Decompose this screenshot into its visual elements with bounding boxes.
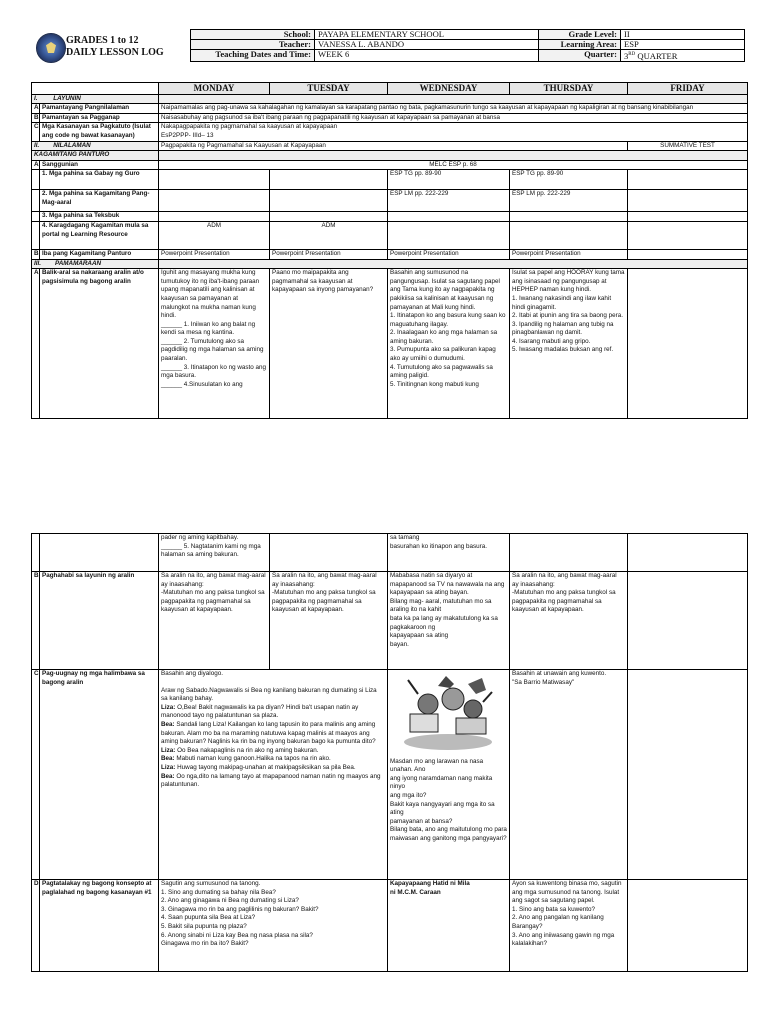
dialog-liza-2: Liza: Oo Bea nakapaglinis na rin ako ng aming bakuran.	[161, 746, 319, 754]
dates-value: WEEK 6	[315, 50, 539, 62]
c-text2: EsP2PPP- IIId– 13	[161, 131, 214, 139]
dates-label: Teaching Dates and Time:	[191, 50, 315, 62]
pag-label: Paghahabi sa layunin ng aralin	[40, 572, 159, 670]
pamamaraan-title: PAMAMARAAN	[55, 259, 102, 267]
cont-wed: sa tamang basurahan ko itinapon ang basura.	[388, 534, 510, 572]
grade-value: II	[621, 30, 745, 40]
pag-wed: Mababasa natin sa diyaryo at mapapanood sa TV na nawawala na ang kapayapaan sa ating bayan. Bilang mag- aaral, matutuhan mo sa araling ito na kahit bata ka pa lang ay makatutulong ka sa pagkakaroon ng kapayapaan sa ating bayan.	[388, 572, 510, 670]
balik-mon: Iguhit ang masayang mukha kung tumutukoy ito ng iba't-ibang paraan upang mapanatili ang kalinisan at kaayusan sa pamayanan at malungkot na mukha naman kung hindi. ______ 1. Iniiwan ko ang balat ng kendi sa mesa ng kantina. ______ 2. Tumutulong ako sa pagdidilig ng mga halaman sa aming paaralan. ______ 3. Itinatapon ko ng wasto ang mga basura. ______ 4.Sinusulatan ko ang	[159, 269, 270, 419]
r4-label: 4. Karagdagang Kagamitan mula sa portal ng Learning Resource	[40, 221, 159, 249]
quarter-label: Quarter:	[539, 50, 621, 62]
r2-wed: ESP LM pp. 222-229	[388, 190, 510, 212]
b-num: B.	[32, 113, 40, 123]
pt-mon: Sagutin ang sumusunod na tanong. 1. Sino ang dumating sa bahay nila Bea? 2. Ano ang ginagawa ni Bea ng dumating si Liza? 3. Ginagawa mo rin ba ang paglilinis ng bakuran? Bakit? 4. Saan pupunta sila Bea at Liza? 5. Bakit sila pupunta ng plaza? 6. Anong sinabi ni Liza kay Bea ng nasa plasa na sila? Ginagawa mo rin ba ito? Bakit?	[159, 880, 388, 972]
summative-test: SUMMATIVE TEST	[628, 141, 748, 151]
sang-num: A.	[32, 160, 40, 170]
balik-tue: Paano mo maipapakita ang pagmamahal sa kaayusan at kapayapaan sa inyong pamayanan?	[270, 269, 388, 419]
teacher-label: Teacher:	[191, 40, 315, 50]
balik-num: A.	[32, 269, 40, 419]
r1-label: 1. Mga pahina sa Gabay ng Guro	[40, 170, 159, 190]
quarter-value	[621, 50, 745, 62]
pam-num: III.	[34, 259, 41, 267]
grade-label: Grade Level:	[539, 30, 621, 40]
ug-num: C.	[32, 670, 40, 880]
ug-mon-narr: Araw ng Sabado.Nagwawalis si Bea ng kanilang bakuran ng dumating si Liza sa kanilang bahay.	[161, 686, 377, 703]
protest-illustration	[398, 674, 496, 752]
layunin-num: I.	[34, 94, 38, 102]
day-tuesday: TUESDAY	[270, 83, 388, 95]
dialog-bea-1: Bea: Sandali lang Liza! Kailangan ko lang tapusin ito para malinis ang aming bakuran. Alam mo ba na maraming natutuwa kapag malinis at maayos ang aming bakuran? Naglinis ka rin ba ng inyong bakuran bago ka pumunta dito?	[161, 720, 376, 746]
iba-mon: Powerpoint Presentation	[159, 249, 270, 259]
dialog-liza-3: Liza: Huwag tayong makipag-unahan at makipagsiksikan sa pila Bea.	[161, 763, 356, 771]
ug-mon	[159, 670, 388, 880]
pt-label: Pagtatalakay ng bagong konsepto at paglalahad ng bagong kasanayan #1	[40, 880, 159, 972]
balik-wed: Basahin ang sumusunod na pangungusap. Isulat sa sagutang papel ang Tama kung ito ay nagpapakita ng pakikiisa sa kalinisan at kaayusan ng pamayanan at Mali kung hindi. 1. Itinatapon ko ang basura kung saan ko maguatuhang ilagay. 2. Inaalagaan ko ang mga halaman sa aming bakuran. 3. Pumupunta ako sa palikuran kapag ako ay umiihi o dumudumi. 4. Tumutulong ako sa pagwawalis sa aming paligid. 5. Tinitingnan kong mabuti kung	[388, 269, 510, 419]
area-label: Learning Area:	[539, 40, 621, 50]
a-label: Pamantayang Pangnilalaman	[40, 104, 159, 114]
r2-thu: ESP LM pp. 222-229	[510, 190, 628, 212]
ug-mon-intro: Basahin ang diyalogo.	[161, 670, 223, 677]
c-num: C.	[32, 123, 40, 141]
area-value: ESP	[621, 40, 745, 50]
section-nilalaman	[32, 141, 159, 151]
school-value: PAYAPA ELEMENTARY SCHOOL	[315, 30, 539, 40]
school-label: School:	[191, 30, 315, 40]
grades-title: GRADES 1 to 12	[66, 35, 139, 46]
day-monday: MONDAY	[159, 83, 270, 95]
a-text: Naipamamalas ang pag-unawa sa kahalagahan ng kamalayan sa karapatang pantao ng bata, pagkamasunurin tungo sa kaayusan at kapayapaan ng kapaligiran at ng bansang kinabibilangan	[159, 104, 748, 114]
lesson-table-page2	[31, 533, 748, 972]
pag-thu: Sa aralin na ito, ang bawat mag-aaral ay inaasahang: -Matutuhan mo ang paksa tungkol sa pagpapakita ng pagmamahal sa kaayusan at kapayapaan.	[510, 572, 628, 670]
c-text	[159, 123, 748, 141]
quarter-text: QUARTER	[635, 50, 678, 61]
c-label: Mga Kasanayan sa Pagkatuto (Isulat ang code ng bawat kasanayan)	[40, 123, 159, 141]
pag-mon: Sa aralin na ito, ang bawat mag-aaral ay inaasahang: -Matutuhan mo ang paksa tungkol sa pagpapakita ng pagmamahal sa kaayusan at kapayapaan.	[159, 572, 270, 670]
r2-label: 2. Mga pahina sa Kagamitang Pang-Mag-aaral	[40, 190, 159, 212]
balik-thu: Isulat sa papel ang HOORAY kung tama ang isinasaad ng pangungusap at HEPHEP naman kung hindi. 1. Iwanang nakasindi ang ilaw kahit hindi ginagamit. 2. Itabi at ipunin ang tira sa baong pera. 3. Ipandilig ng halaman ang tubig na pinagbanlawan ng damit. 4. Isarang mabuti ang gripo. 5. Iwasang madalas buksan ang ref.	[510, 269, 628, 419]
r1-thu: ESP TG pp. 89-90	[510, 170, 628, 190]
section-layunin	[32, 94, 159, 104]
c-text1: Nakapagpapakita ng pagmamahal sa kaayusan at kapayapaan	[161, 123, 338, 131]
iba-tue: Powerpoint Presentation	[270, 249, 388, 259]
dialog-bea-3: Bea: Oo nga,dito na lamang tayo at mapapanood naman natin ng maayos ang palatuntunan.	[161, 772, 381, 789]
dialog-liza-1: Liza: O,Bea! Bakit nagwawalis ka pa diyan? Hindi ba't usapan natin ay manonood tayo ng palatuntunan sa plaza.	[161, 703, 359, 720]
iba-label: Iba pang Kagamitang Panturo	[40, 249, 159, 259]
b-label: Pamantayan sa Pagganap	[40, 113, 159, 123]
ug-thu: Basahin at unawain ang kuwento. "Sa Barrio Matiwasay"	[510, 670, 628, 880]
day-thursday: THURSDAY	[510, 83, 628, 95]
ug-label: Pag-uugnay ng mga halimbawa sa bagong aralin	[40, 670, 159, 880]
day-friday: FRIDAY	[628, 83, 748, 95]
pag-num: B.	[32, 572, 40, 670]
r3-label: 3. Mga pahina sa Teksbuk	[40, 212, 159, 222]
b-text: Naisasabuhay ang pagsunod sa iba't ibang paraan ng pagpapanatili ng kaayusan at kapayapaan sa pamayanan at bansa	[159, 113, 748, 123]
day-wednesday: WEDNESDAY	[388, 83, 510, 95]
dialog-bea-2: Bea: Mabuti naman kung ganoon.Halika na tapos na rin ako.	[161, 755, 331, 763]
ug-wed-text: Masdan mo ang larawan na nasa unahan. Ano ang iyong naramdaman nang makita ninyo ang mga ito? Bakit kaya nangyayari ang mga ito sa ating pamayanan at bansa? Bilang bata, ano ang maitutulong mo para maiwasan ang ganitong mga pangyayari?	[390, 757, 507, 842]
nilalaman-num: II.	[34, 141, 40, 149]
deped-seal-logo	[36, 33, 66, 63]
lesson-table-page1	[31, 82, 748, 419]
pag-tue: Sa aralin na ito, ang bawat mag-aaral ay inaasahang: -Matutuhan mo ang paksa tungkol sa pagpapakita ng pagmamahal sa kaayusan at kapayapaan.	[270, 572, 388, 670]
quarter-num: 3	[624, 50, 629, 61]
r4-mon: ADM	[159, 221, 270, 249]
header-info-table	[190, 29, 745, 62]
iba-thu: Powerpoint Presentation	[510, 249, 628, 259]
nilalaman-title: NILALAMAN	[53, 141, 91, 149]
layunin-title: LAYUNIN	[53, 94, 81, 102]
a-num: A.	[32, 104, 40, 114]
nilalaman-text: Pagpapakita ng Pagmamahal sa Kaayusan at Kapayapaan	[159, 141, 628, 151]
pt-thu: Ayon sa kuwentong binasa mo, sagutin ang mga sumusunod na tanong. Isulat ang sagot sa sagutang papel. 1. Sino ang bata sa kuwento? 2. Ano ang pangalan ng kanilang Barangay? 3. Ano ang iniiwasang gawin ng mga kalalakihan?	[510, 880, 628, 972]
section-pamamaraan	[32, 259, 159, 269]
r1-wed: ESP TG pp. 89-90	[388, 170, 510, 190]
ug-wed	[388, 670, 510, 880]
pt-wed: Kapayapaang Hatid ni Mila ni M.C.M. Caraan	[388, 880, 510, 972]
section-kagamitan: KAGAMITANG PANTURO	[32, 151, 159, 161]
title-block	[66, 35, 164, 59]
iba-wed: Powerpoint Presentation	[388, 249, 510, 259]
r4-tue: ADM	[270, 221, 388, 249]
iba-num: B.	[32, 249, 40, 259]
balik-label: Balik-aral sa nakaraang aralin at/o pagsisimula ng bagong aralin	[40, 269, 159, 419]
log-title: DAILY LESSON LOG	[66, 47, 164, 58]
sang-text: MELC ESP p. 68	[159, 160, 748, 170]
sang-label: Sanggunian	[40, 160, 159, 170]
quarter-sup: RD	[628, 52, 636, 57]
cont-mon: pader ng aming kapitbahay. ______ 5. Nagtatanim kami ng mga halaman sa aming bakuran.	[159, 534, 270, 572]
pt-num: D.	[32, 880, 40, 972]
teacher-value: VANESSA L. ABANDO	[315, 40, 539, 50]
